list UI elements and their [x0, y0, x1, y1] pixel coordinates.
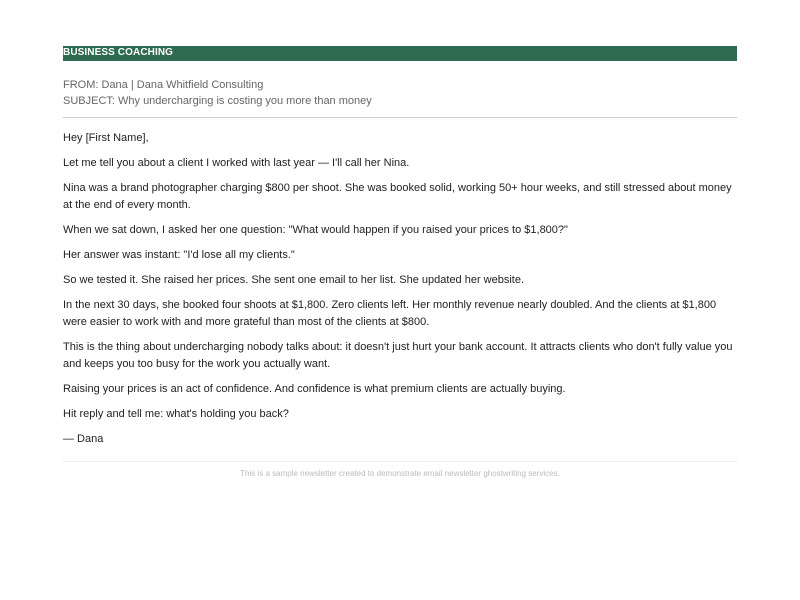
body-paragraph: Nina was a brand photographer charging $800 per shoot. She was booked solid, working 50+ hour weeks, and still stressed about money at the end of every month. [63, 182, 732, 211]
body-paragraph: In the next 30 days, she booked four shoots at $1,800. Zero clients left. Her monthly revenue nearly doubled. And the clients at $1,800 were easier to work with and more grateful than most of the clients at $800. [63, 299, 717, 328]
body-paragraph: Raising your prices is an act of confidence. And confidence is what premium clients are actually buying. [63, 383, 566, 395]
subject-line: SUBJECT: Why undercharging is costing you more than money [63, 95, 372, 107]
from-line: FROM: Dana | Dana Whitfield Consulting [63, 79, 264, 91]
body-paragraph: Let me tell you about a client I worked with last year — I'll call her Nina. [63, 157, 410, 169]
body-paragraph: This is the thing about undercharging nobody talks about: it doesn't just hurt your bank account. It attracts clients who don't fully value you and keeps you too busy for the work you actually want. [63, 341, 733, 370]
signature: — Dana [63, 433, 104, 445]
email-body [63, 130, 737, 448]
body-paragraph: When we sat down, I asked her one question: "What would happen if you raised your prices to $1,800?" [63, 224, 568, 236]
call-to-action: Hit reply and tell me: what's holding you back? [63, 408, 289, 420]
category-banner: BUSINESS COACHING [63, 46, 737, 61]
body-paragraph: Her answer was instant: "I'd lose all my clients." [63, 249, 295, 261]
footer-divider [63, 461, 737, 462]
newsletter-container [63, 46, 737, 480]
greeting: Hey [First Name], [63, 132, 149, 144]
footer-disclaimer: This is a sample newsletter created to demonstrate email newsletter ghostwriting services. [240, 469, 560, 478]
body-paragraph: So we tested it. She raised her prices. She sent one email to her list. She updated her website. [63, 274, 525, 286]
email-header [63, 77, 737, 109]
header-divider [63, 117, 737, 118]
